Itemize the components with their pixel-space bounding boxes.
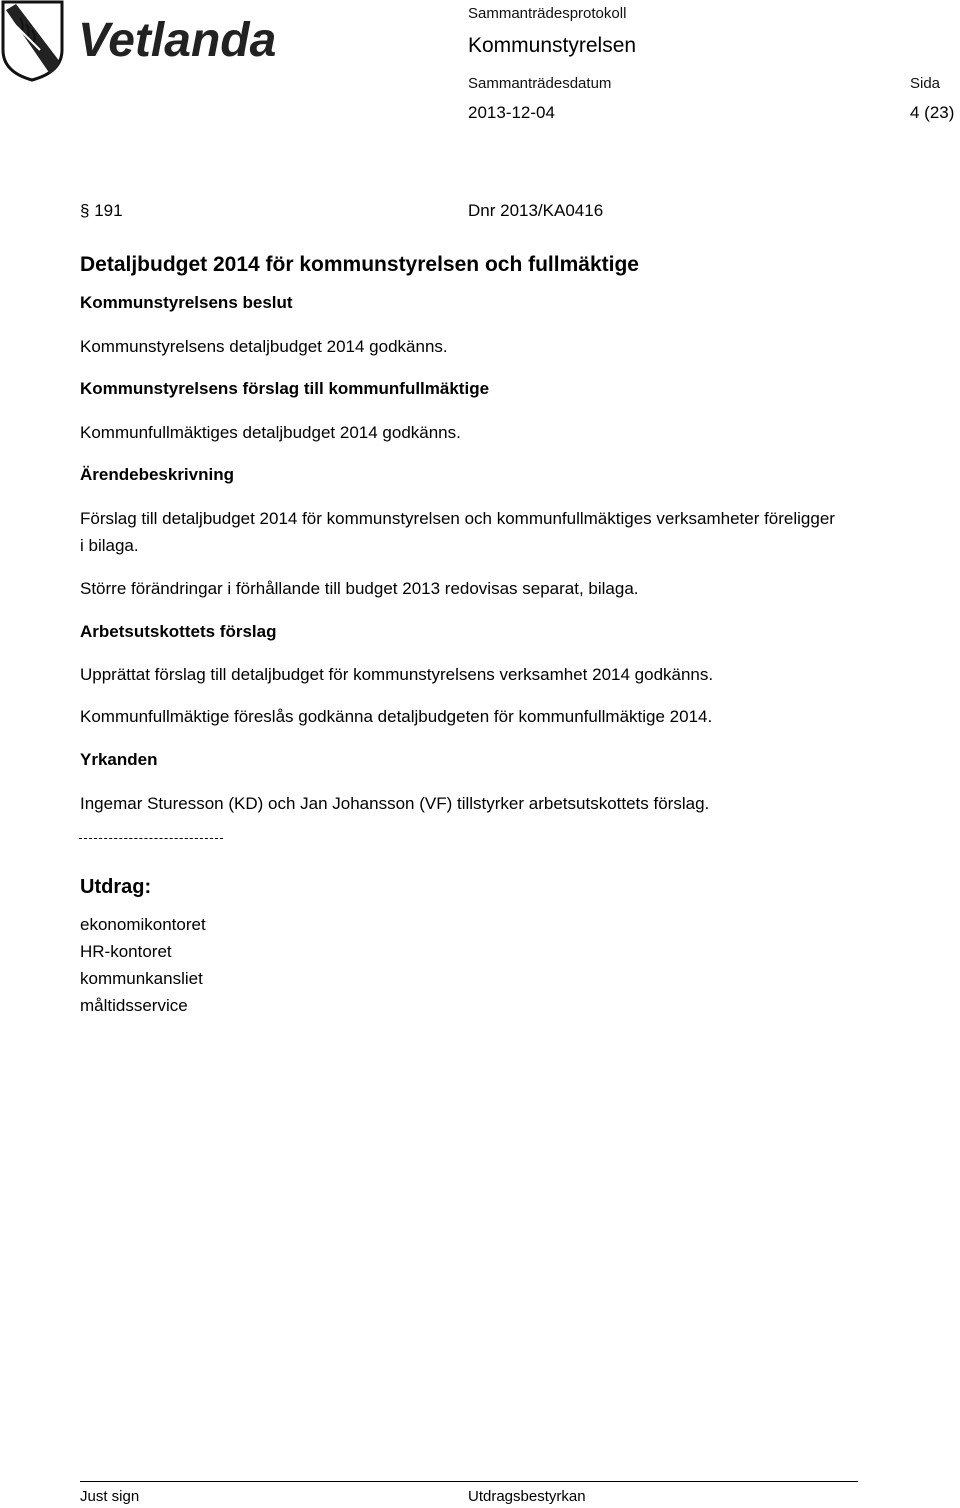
section-number: [80, 201, 123, 221]
logo-wordmark: Vetlanda: [78, 14, 277, 67]
registration-number: Dnr 2013/KA0416: [468, 201, 604, 220]
extract-heading: Utdrag:: [80, 876, 152, 898]
list-item: kommunkansliet: [80, 969, 203, 988]
committee-proposal-text-1: Upprättat förslag till detaljbudget för kommunstyrelsens verksamhet 2014 godkänns.: [80, 665, 714, 684]
section-symbol: §: [80, 201, 90, 220]
page-number: 4 (23): [910, 103, 955, 122]
vetlanda-logo: [0, 0, 300, 84]
heading-proposal-council: Kommunstyrelsens förslag till kommunfullmäktige: [80, 379, 490, 398]
protocol-label: Sammanträdesprotokoll: [468, 5, 627, 22]
matter-title: Detaljbudget 2014 för kommunstyrelsen och fullmäktige: [80, 253, 639, 276]
separator-line: [79, 838, 223, 839]
page-label: Sida: [910, 75, 941, 92]
extract-verified-label: Utdragsbestyrkan: [468, 1488, 586, 1505]
just-sign-label: Just sign: [80, 1488, 140, 1505]
list-item: måltidsservice: [80, 996, 188, 1015]
section-number-value: 191: [94, 201, 123, 220]
extract-recipient-list: [80, 911, 206, 1019]
heading-case-description: Ärendebeskrivning: [80, 465, 234, 484]
list-item: HR-kontoret: [80, 942, 172, 961]
footer-rule: [80, 1481, 858, 1482]
heading-decision: Kommunstyrelsens beslut: [80, 293, 293, 312]
proposal-council-text: Kommunfullmäktiges detaljbudget 2014 godkänns.: [80, 423, 461, 442]
committee-name: Kommunstyrelsen: [468, 34, 637, 57]
motions-text: Ingemar Sturesson (KD) och Jan Johansson (VF) tillstyrker arbetsutskottets förslag.: [80, 794, 710, 813]
case-description-text-2: Större förändringar i förhållande till budget 2013 redovisas separat, bilaga.: [80, 579, 639, 598]
meeting-date: 2013-12-04: [468, 103, 555, 122]
list-item: ekonomikontoret: [80, 915, 206, 934]
coat-of-arms-icon: [0, 0, 300, 84]
case-description-text-1: Förslag till detaljbudget 2014 för kommunstyrelsen och kommunfullmäktiges verksamheter föreligger i bilaga.: [80, 509, 835, 555]
heading-motions: Yrkanden: [80, 750, 158, 769]
committee-proposal-text-2: Kommunfullmäktige föreslås godkänna detaljbudgeten för kommunfullmäktige 2014.: [80, 707, 713, 726]
separator-text: [79, 839, 80, 840]
decision-text: Kommunstyrelsens detaljbudget 2014 godkänns.: [80, 337, 448, 356]
meeting-date-label: Sammanträdesdatum: [468, 75, 612, 92]
heading-committee-proposal: Arbetsutskottets förslag: [80, 622, 277, 641]
